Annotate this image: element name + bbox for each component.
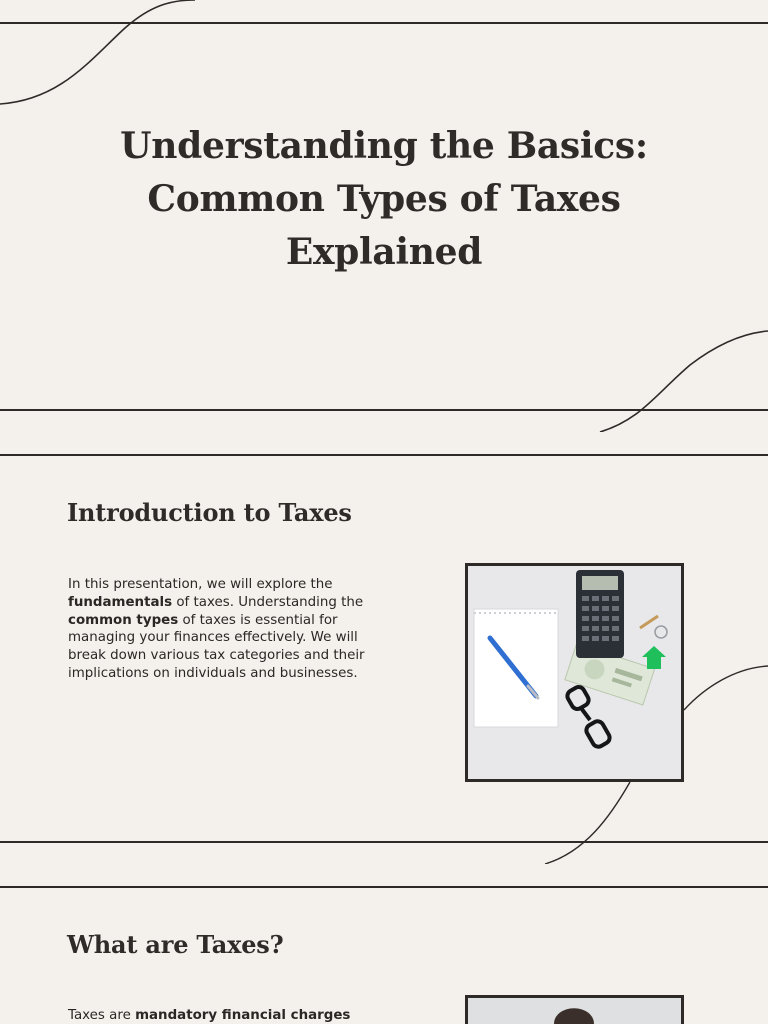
introduction-slide	[0, 432, 768, 864]
bottom-rule	[0, 841, 768, 843]
top-rule	[0, 454, 768, 456]
body-emphasis: common types	[68, 612, 179, 628]
bottom-rule	[0, 409, 768, 411]
title-line-1: Understanding the Basics:	[120, 125, 648, 167]
body-text-segment: of taxes is essential for managing your finances effectively. We will break down various tax categories and their implications on individuals and businesses.	[68, 612, 365, 681]
title-line-2: Common Types of Taxes	[147, 178, 621, 220]
section-heading: Introduction to Taxes	[67, 498, 352, 527]
section-body	[68, 1007, 390, 1024]
photo-illustration	[468, 998, 681, 1024]
title-slide	[0, 0, 768, 432]
what-are-taxes-slide	[0, 864, 768, 1024]
body-text-segment: In this presentation, we will explore the	[68, 577, 333, 592]
person-photo	[465, 995, 684, 1024]
top-rule	[0, 886, 768, 888]
body-text-segment: Taxes are	[68, 1008, 136, 1023]
page-title	[84, 120, 684, 279]
photo-illustration	[468, 566, 681, 779]
title-line-3: Explained	[285, 231, 483, 273]
desk-calculator-money-photo	[465, 563, 684, 782]
section-body	[68, 576, 390, 683]
top-rule	[0, 22, 768, 24]
body-emphasis: mandatory financial charges	[135, 1008, 351, 1023]
body-emphasis: fundamentals	[68, 594, 173, 610]
body-text-segment: of taxes. Understanding the	[172, 594, 364, 610]
section-heading: What are Taxes?	[67, 930, 284, 959]
